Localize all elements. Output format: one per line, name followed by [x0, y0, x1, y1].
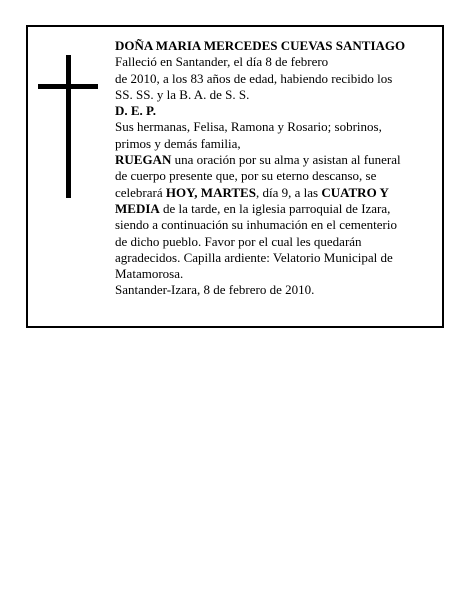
text-line: SS. SS. y la B. A. de S. S.	[115, 86, 250, 102]
deceased-name: DOÑA MARIA MERCEDES CUEVAS SANTIAGO	[115, 38, 406, 53]
obituary-notice	[26, 25, 444, 328]
text-line: de 2010, a los 83 años de edad, habiendo recibido los	[115, 70, 393, 86]
text-line: Sus hermanas, Felisa, Ramona y Rosario; sobrinos,	[115, 119, 382, 135]
text-line: de cuerpo presente que, por su eterno descanso, se	[115, 168, 377, 184]
place-date-line: Santander-Izara, 8 de febrero de 2010.	[115, 282, 315, 298]
text-line	[115, 185, 437, 201]
text-line: primos y demás familia,	[115, 135, 241, 151]
text-line: de dicho pueblo. Favor por el cual les quedarán	[115, 233, 362, 249]
text-fragment: de la tarde, en la iglesia parroquial de Izara,	[159, 200, 391, 216]
text-line: siendo a continuación su inhumación en el cementerio	[115, 217, 397, 233]
text-fragment: , día 9, a las	[255, 184, 322, 200]
cross-icon-vertical-bar	[66, 55, 71, 198]
text-line: Falleció en Santander, el día 8 de febrero	[115, 54, 329, 70]
day-emphasis: HOY, MARTES	[165, 184, 256, 200]
text-fragment: una oración por su alma y asistan al funeral	[171, 152, 401, 168]
text-line	[115, 152, 437, 168]
text-line: Matamorosa.	[115, 266, 184, 282]
cross-icon-horizontal-bar	[38, 84, 98, 89]
time-emphasis-cont: MEDIA	[115, 200, 160, 216]
rip-heading: D. E. P.	[115, 103, 157, 119]
time-emphasis: CUATRO Y	[321, 184, 389, 200]
ruegan-emphasis: RUEGAN	[115, 152, 172, 168]
obituary-text	[115, 38, 437, 299]
text-line	[115, 201, 437, 217]
text-line: agradecidos. Capilla ardiente: Velatorio Municipal de	[115, 249, 393, 265]
text-fragment: celebrará	[115, 184, 166, 200]
